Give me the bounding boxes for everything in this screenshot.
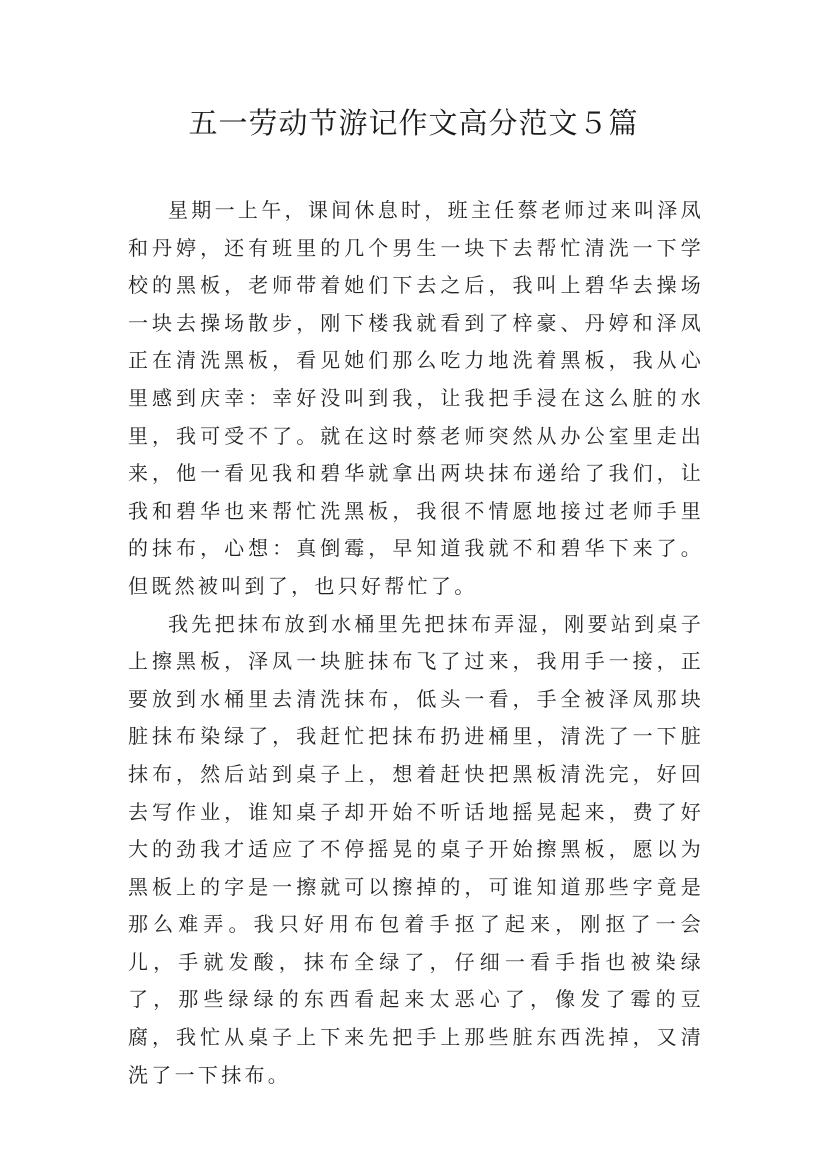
page-title: 五一劳动节游记作文高分范文５篇	[188, 106, 639, 140]
paragraph-2: 我先把抹布放到水桶里先把抹布弄湿，刚要站到桌子上擦黑板，泽凤一块脏抹布飞了过来，我用手一接，正要放到水桶里去清洗抹布，低头一看，手全被泽凤那块脏抹布染绿了，我赶忙把抹布扔进桶里，清洗了一下脏抹布，然后站到桌子上，想着赶快把黑板清洗完，好回去写作业，谁知桌子却开始不听话地摇晃起来，费了好大的劲我才适应了不停摇晃的桌子开始擦黑板，愿以为黑板上的字是一擦就可以擦掉的，可谁知道那些字竟是那么难弄。我只好用布包着手抠了起来，刚抠了一会儿，手就发酸，抹布全绿了，仔细一看手指也被染绿了，那些绿绿的东西看起来太恶心了，像发了霉的豆腐，我忙从桌子上下来先把手上那些脏东西洗掉，又清洗了一下抹布。	[128, 611, 704, 1087]
paragraph-1: 星期一上午，课间休息时，班主任蔡老师过来叫泽凤和丹婷，还有班里的几个男生一块下去帮忙清洗一下学校的黑板，老师带着她们下去之后，我叫上碧华去操场一块去操场散步，刚下楼我就看到了梓豪、丹婷和泽凤正在清洗黑板，看见她们那么吃力地洗着黑板，我从心里感到庆幸：幸好没叫到我，让我把手浸在这么脏的水里，我可受不了。就在这时蔡老师突然从办公室里走出来，他一看见我和碧华就拿出两块抹布递给了我们，让我和碧华也来帮忙洗黑板，我很不情愿地接过老师手里的抹布，心想：真倒霉，早知道我就不和碧华下来了。但既然被叫到了，也只好帮忙了。	[128, 198, 704, 598]
article-body	[128, 192, 704, 1094]
